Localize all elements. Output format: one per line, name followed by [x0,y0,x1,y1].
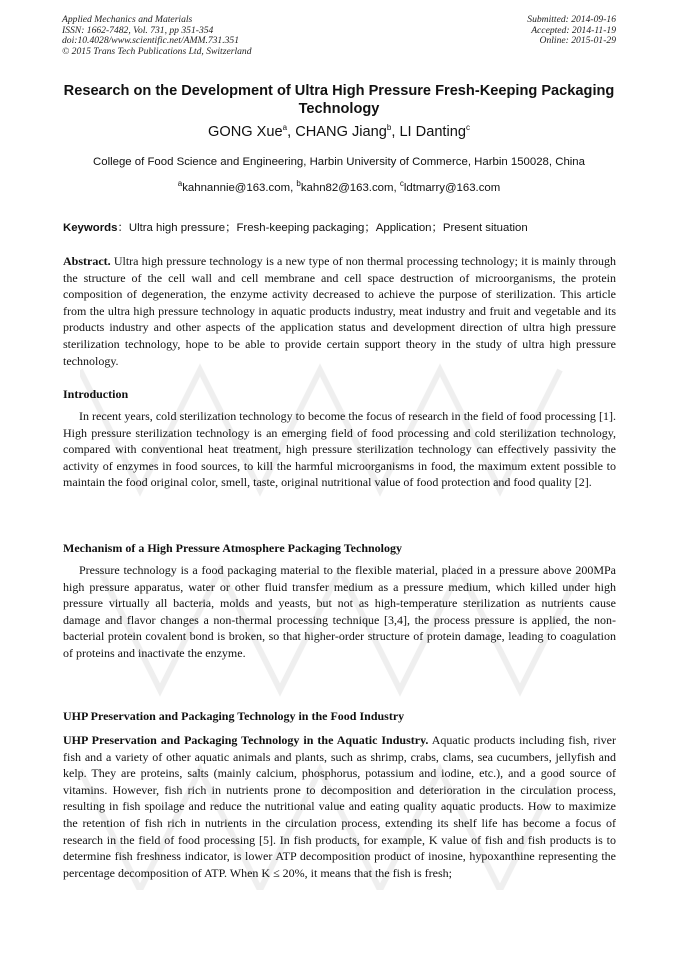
email-separator: , [290,182,297,194]
author-separator: , [391,124,400,140]
affiliation: College of Food Science and Engineering, Harbin University of Commerce, Harbin 150028, China [93,156,585,168]
uhp-heading: UHP Preservation and Packaging Technology in the Food Industry [63,709,405,723]
submitted-date: Submitted: 2014-09-16 [527,14,616,25]
email-list [60,179,618,194]
email-link[interactable]: ldtmarry@163.com [403,182,501,194]
keywords [63,219,618,235]
author-superscript: c [465,123,470,133]
accepted-date: Accepted: 2014-11-19 [531,24,616,36]
journal-copyright: © 2015 Trans Tech Publications Ltd, Switzerland [62,45,252,57]
keywords-label: Keywords [63,222,118,234]
abstract [63,253,616,369]
submission-dates [527,15,616,47]
email-superscript: b [296,179,301,189]
aquatic-subheading: UHP Preservation and Packaging Technology in the Aquatic Industry. [63,733,429,747]
introduction-paragraph: In recent years, cold sterilization technology to become the focus of research in the field of food processing [1]. High pressure sterilization technology is an emerging field of food processing and cold sterilization technology, compared with conventional heat treatment, high pressure sterilization technology can effectively passivity the activity of enzymes in food sources, to kill the harmful microorganisms in food, the maximum extent possible to maintain the food original color, smell, taste, original nutritional value of food protection and food quality [2]. [63,409,616,490]
author-superscript: a [282,123,288,133]
journal-info [62,15,252,57]
author-superscript: b [386,123,392,133]
journal-doi: doi:10.4028/www.scientific.net/AMM.731.351 [62,35,240,47]
aquatic-text: Aquatic products including fish, river fish and a variety of other aquatic animals and plants, such as shrimp, crabs, clams, sea cucumbers, jellyfish and kelp. They are proteins, salts (mainly calcium, phosphorus, potassium and iodine, etc.), and a good source of vitamins. However, fish rich in nutrients prone to decomposition and deterioration in the circulation process, resulting in fish spoilage and reduce the nutritional value and eating quality aquatic products. How to maximize the retention of fish rich in nutrients in the circulation process, extending its shelf life has become a focus of research in the field of food processing [5]. In fish products, for example, K value of fish and fish products is to determine fish freshness indicator, is lower ATP decomposition product of inosine, hypoxanthine representing the percentage decomposition of ATP. When K ≤ 20%, it means that the fish is fresh; [63,733,616,880]
aquatic-paragraph [63,732,616,881]
journal-issn: ISSN: 1662-7482, Vol. 731, pp 351-354 [62,24,214,36]
mechanism-heading: Mechanism of a High Pressure Atmosphere Packaging Technology [63,541,403,555]
abstract-text: Ultra high pressure technology is a new type of non thermal processing technology; it is mainly through the structure of the cell wall and cell membrane and cell space destruction of microorganisms, the protein composition of degeneration, the enzyme activity decreased to achieve the purpose of sterilization. This article from the ultra high pressure technology in aquatic products industry, meat industry and fruit and vegetable and its products industry and other aspects of the application status and development direction of ultra high pressure sterilization technology, hope to be able to provide certain support theory in the study of ultra high pressure technology. [63,254,616,368]
email-link[interactable]: kahn82@163.com [300,182,394,194]
author-name: GONG Xue [208,124,283,140]
introduction-heading: Introduction [63,387,129,401]
abstract-label: Abstract. [63,254,111,268]
paper-title: Research on the Development of Ultra High Pressure Fresh-Keeping Packaging Technology [63,83,615,117]
journal-name: Applied Mechanics and Materials [62,14,193,25]
email-link[interactable]: kahnannie@163.com [182,182,291,194]
author-list [60,124,618,140]
email-superscript: c [399,179,404,189]
mechanism-paragraph: Pressure technology is a food packaging material to the flexible material, placed in a pressure above 200MPa high pressure apparatus, water or other fluid transfer medium as a pressure medium, which killed under high pressure virtually all bacteria, molds and yeasts, but not as high-temperature sterilization as nutrients cause damage and flavor changes a non-thermal processing technique [3,4], the process pressure is applied, the non-bacterial protein covalent bond is broken, so that higher-order structure of protein damage, leading to coagulation of proteins and inactivate the enzyme. [63,563,616,660]
email-superscript: a [177,179,183,189]
keywords-text: ：Ultra high pressure；Fresh-keeping packaging；Application；Present situation [117,222,528,234]
email-separator: , [393,182,400,194]
author-name: LI Danting [399,124,466,140]
author-separator: , [287,124,296,140]
online-date: Online: 2015-01-29 [539,35,616,47]
author-name: CHANG Jiang [295,124,387,140]
